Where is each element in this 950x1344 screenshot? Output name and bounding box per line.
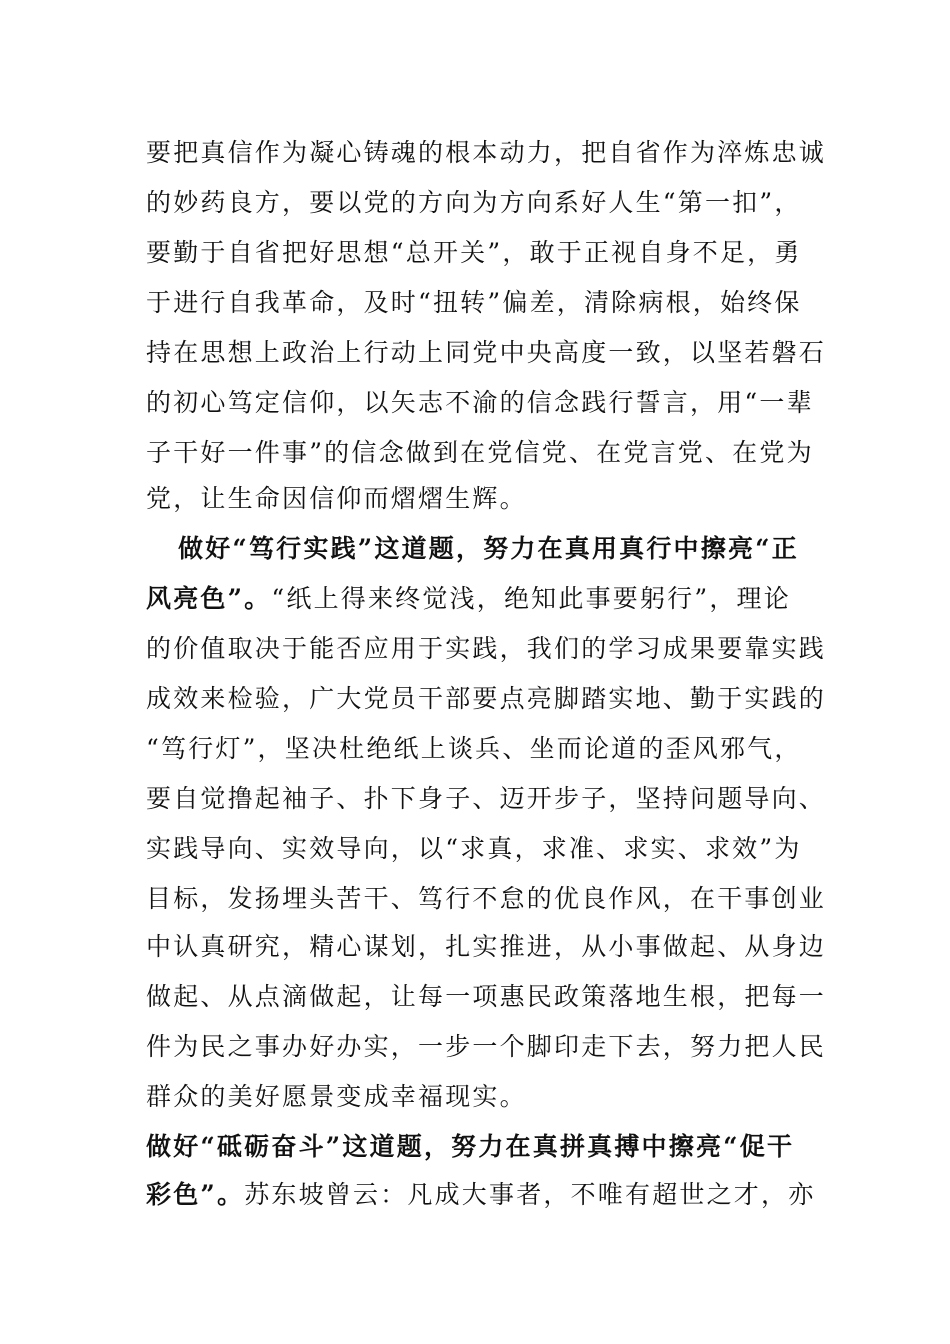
paragraph-2-line-7: 实践导向、实效导向，以“求真，求准、求实、求效”为	[146, 834, 802, 863]
paragraph-2-line-12: 群众的美好愿景变成幸福现实。	[146, 1082, 527, 1111]
paragraph-2-line-3: 的价值取决于能否应用于实践，我们的学习成果要靠实践	[146, 634, 827, 663]
paragraph-2-heading-end: 风亮色”。	[146, 584, 272, 613]
paragraph-3-body-start: 苏东坡曾云：凡成大事者，不唯有超世之才，亦	[244, 1180, 816, 1209]
paragraph-3-heading-end: 彩色”。	[146, 1180, 245, 1209]
paragraph-3-heading-line-2	[146, 1170, 816, 1220]
paragraph-1-line-6: 的初心笃定信仰，以矢志不渝的信念践行誓言，用“一辈	[146, 388, 814, 417]
paragraph-2-body-start: “纸上得来终觉浅，绝知此事要躬行”，理论	[271, 584, 791, 613]
paragraph-2-line-6: 要自觉撸起袖子、扑下身子、迈开步子，坚持问题导向、	[146, 784, 827, 813]
paragraph-2-line-5: “笃行灯”，坚决杜绝纸上谈兵、坐而论道的歪风邪气，	[146, 734, 802, 763]
paragraph-2-line-8: 目标，发扬埋头苦干、笃行不怠的优良作风，在干事创业	[146, 884, 827, 913]
paragraph-1-line-3: 要勤于自省把好思想“总开关”，敢于正视自身不足，勇	[146, 238, 802, 267]
paragraph-3-heading-line-1: 做好“砥砺奋斗”这道题，努力在真拼真搏中擦亮“促干	[146, 1132, 795, 1161]
paragraph-2-line-4: 成效来检验，广大党员干部要点亮脚踏实地、勤于实践的	[146, 684, 827, 713]
paragraph-2-line-10: 做起、从点滴做起，让每一项惠民政策落地生根，把每一	[146, 982, 827, 1011]
paragraph-1-line-7: 子干好一件事”的信念做到在党信党、在党言党、在党为	[146, 438, 814, 467]
paragraph-1-line-2: 的妙药良方，要以党的方向为方向系好人生“第一扣”，	[146, 188, 802, 217]
paragraph-2-line-11: 件为民之事办好办实，一步一个脚印走下去，努力把人民	[146, 1032, 827, 1061]
paragraph-1-line-8: 党，让生命因信仰而熠熠生辉。	[146, 484, 527, 513]
paragraph-2-line-9: 中认真研究，精心谋划，扎实推进，从小事做起、从身边	[146, 932, 827, 961]
paragraph-1-line-5: 持在思想上政治上行动上同党中央高度一致，以坚若磐石	[146, 338, 827, 367]
paragraph-1-line-4: 于进行自我革命，及时“扭转”偏差，清除病根，始终保	[146, 288, 802, 317]
paragraph-2-heading-line-2	[146, 574, 816, 624]
paragraph-1-line-1: 要把真信作为凝心铸魂的根本动力，把自省作为淬炼忠诚	[146, 138, 827, 167]
paragraph-2-heading-line-1: 做好“笃行实践”这道题，努力在真用真行中擦亮“正	[178, 534, 799, 563]
